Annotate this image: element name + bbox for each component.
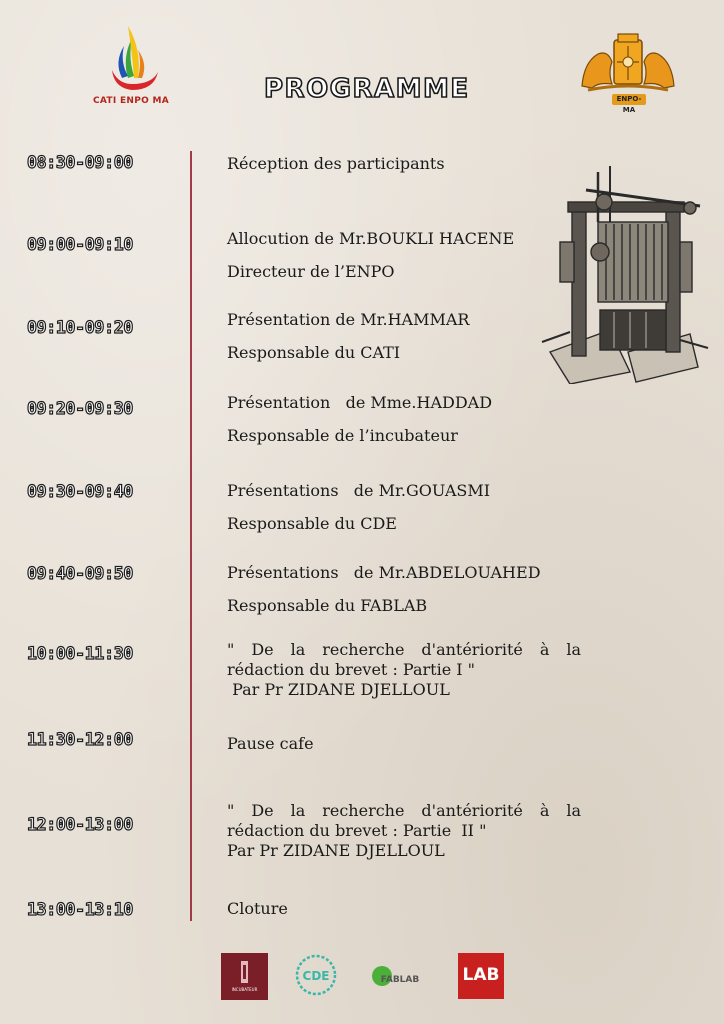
- schedule-time: 12:00-13:00: [27, 815, 133, 834]
- activity-role: Responsable du CATI: [227, 343, 401, 362]
- cati-logo: [92, 22, 170, 112]
- schedule-time: 09:30-09:40: [27, 482, 133, 501]
- activity-title: Présentations de Mr.ABDELOUAHED: [227, 563, 541, 582]
- activity-title: Allocution de Mr.BOUKLI HACENE: [227, 229, 515, 248]
- timeline-divider: [190, 151, 192, 921]
- schedule-activity: [227, 481, 490, 534]
- cati-logo-caption: CATI ENPO MA: [92, 96, 170, 106]
- incubateur-logo-caption: INCUBATEUR: [231, 987, 258, 992]
- schedule-activity: [227, 154, 445, 174]
- schedule-time: 13:00-13:10: [27, 900, 133, 919]
- schedule-time: 09:10-09:20: [27, 318, 133, 337]
- activity-role: Responsable du CDE: [227, 514, 397, 533]
- activity-title-line: rédaction du brevet : Partie II ": [227, 821, 487, 840]
- fablab-logo-text: FABLAB: [380, 975, 420, 985]
- activity-title: Présentation de Mr.HAMMAR: [227, 310, 470, 329]
- cde-logo-text: CDE: [302, 969, 330, 983]
- schedule-activity: [227, 229, 514, 282]
- activity-title: Cloture: [227, 899, 288, 918]
- activity-title-line: " De la recherche d'antériorité à la: [227, 801, 581, 820]
- enpo-logo: [578, 32, 678, 114]
- activity-speaker: Par Pr ZIDANE DJELLOUL: [227, 680, 450, 699]
- schedule-time: 09:20-09:30: [27, 399, 133, 418]
- schedule-time: 09:40-09:50: [27, 564, 133, 583]
- page-title: PROGRAMME: [264, 74, 470, 104]
- lab-logo-text: LAB: [462, 965, 500, 985]
- activity-role: Responsable du FABLAB: [227, 596, 428, 615]
- activity-title-line: " De la recherche d'antériorité à la: [227, 640, 581, 659]
- schedule-activity: [227, 801, 581, 861]
- schedule-activity: [227, 310, 469, 363]
- cde-logo: [294, 953, 338, 997]
- schedule-activity: [227, 899, 288, 919]
- schedule-time: 09:00-09:10: [27, 235, 133, 254]
- activity-title: Présentation de Mme.HADDAD: [227, 393, 493, 412]
- lab-logo: [458, 953, 504, 999]
- schedule-time: 10:00-11:30: [27, 644, 133, 663]
- schedule-activity: [227, 393, 492, 446]
- activity-title-line: rédaction du brevet : Partie I ": [227, 660, 476, 679]
- fablab-logo: [370, 960, 422, 996]
- activity-title: Réception des participants: [227, 154, 445, 173]
- activity-title: Pause cafe: [227, 734, 314, 753]
- schedule-activity: [227, 734, 314, 754]
- activity-role: Responsable de l’incubateur: [227, 426, 458, 445]
- activity-title: Présentations de Mr.GOUASMI: [227, 481, 491, 500]
- incubateur-logo: [221, 953, 268, 1000]
- schedule-activity: [227, 640, 581, 700]
- press-machine-illustration: [540, 162, 712, 384]
- activity-speaker: Par Pr ZIDANE DJELLOUL: [227, 841, 445, 860]
- enpo-logo-caption: ENPO-MA: [612, 94, 646, 105]
- schedule-time: 11:30-12:00: [27, 730, 133, 749]
- activity-role: Directeur de l’ENPO: [227, 262, 395, 281]
- schedule-time: 08:30-09:00: [27, 153, 133, 172]
- schedule-activity: [227, 563, 541, 616]
